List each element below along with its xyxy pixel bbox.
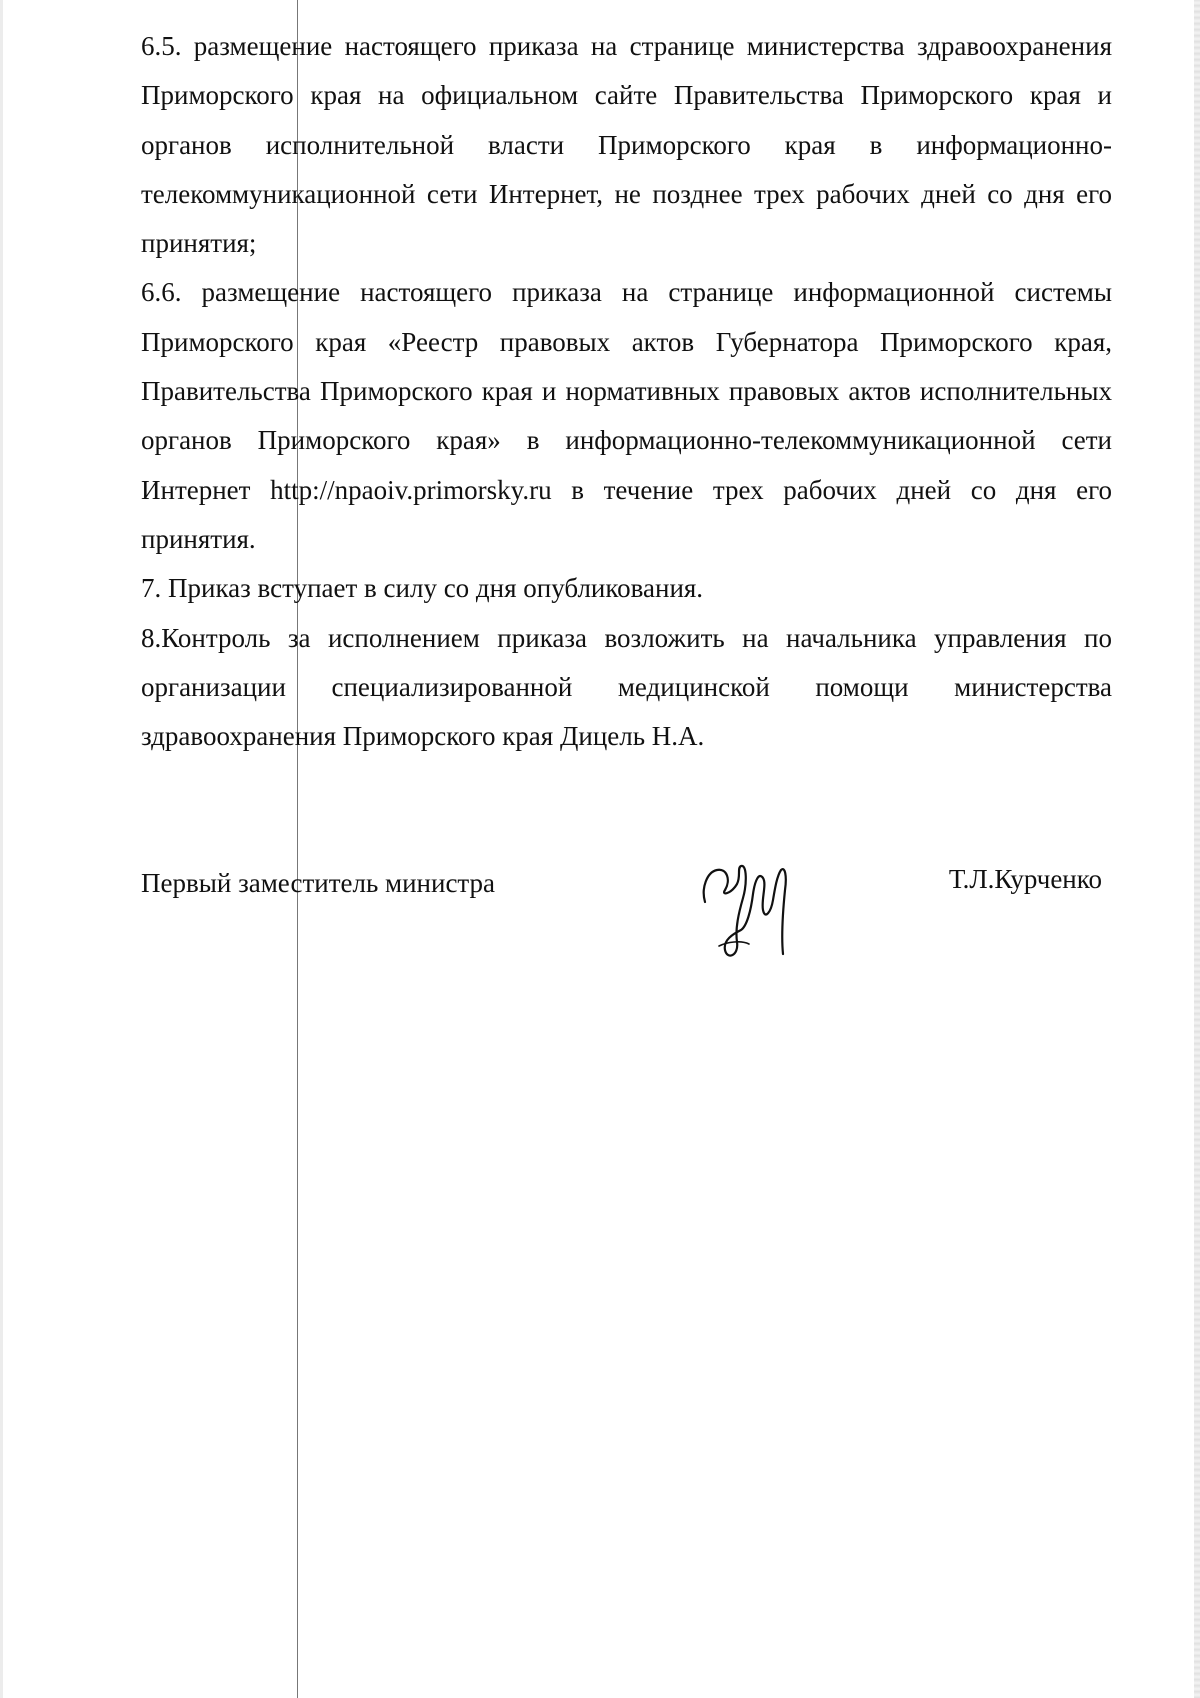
signature-block [141,860,1112,970]
paragraph-8: 8.Контроль за исполнением приказа возложить на начальника управления по организации специализированной медицинской помощи министерства здравоохранения Приморского края Дицель Н.А. [141,622,1112,752]
scan-edge-right [1194,0,1200,1698]
paragraph-6-6: 6.6. размещение настоящего приказа на странице информационной системы Приморского края «Реестр правовых актов Губернатора Приморского края, Правительства Приморского края и нормативных правовых актов исполнительных органов Приморского края» в информационно-телекоммуникационной сети Интернет http://npaoiv.primorsky.ru в течение трех рабочих дней со дня его принятия. [141,277,1112,554]
signatory-position: Первый заместитель министра [141,868,496,898]
handwritten-signature [697,850,797,962]
signatory-name: Т.Л.Курченко [948,864,1102,894]
paragraph-7: 7. Приказ вступает в силу со дня опубликования. [141,573,704,604]
scan-edge-left [0,0,3,1698]
document-body [141,22,1112,761]
paragraph-6-5: 6.5. размещение настоящего приказа на странице министерства здравоохранения Приморского края на официальном сайте Правительства Приморского края и органов исполнительной власти Приморского края в информационно-телекоммуникационной сети Интернет, не позднее трех рабочих дней со дня его принятия; [141,31,1112,259]
